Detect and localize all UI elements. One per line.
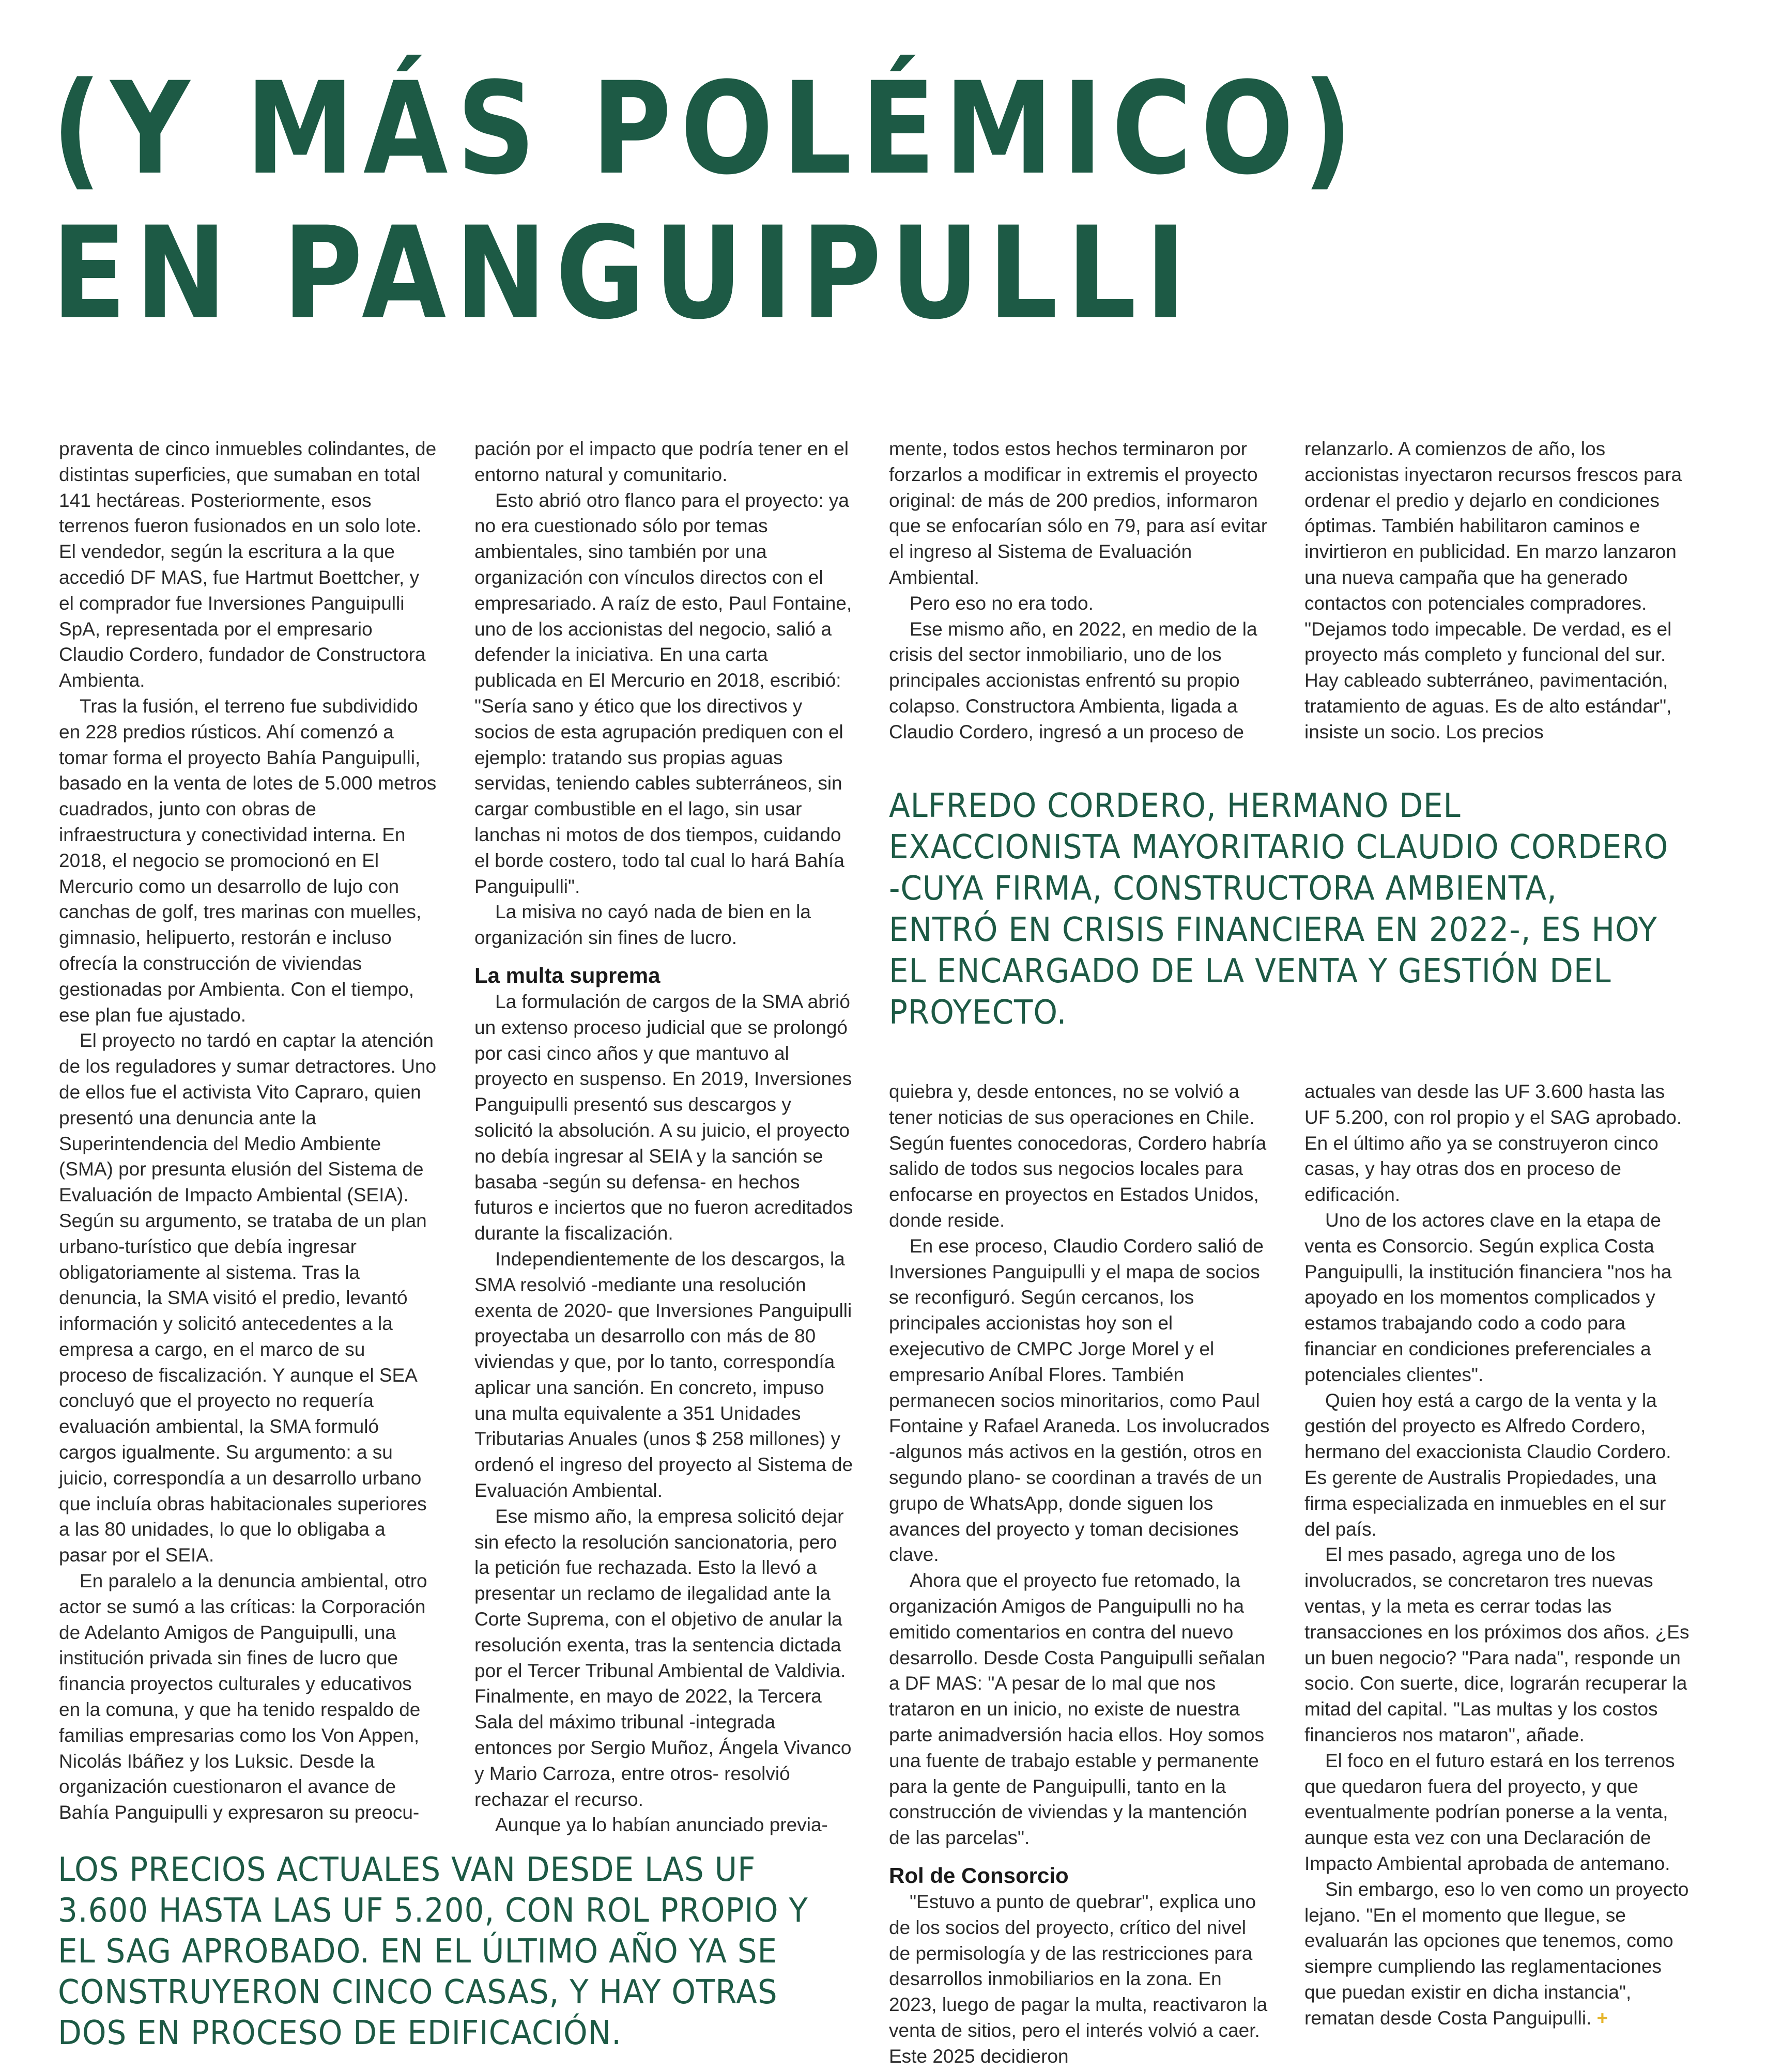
paragraph: Independientemente de los descargos, la SMA resolvió -mediante una resolución exenta de 2020- que Inversiones Panguipulli proyectaba un desarrollo con más de 80 viviendas y que, por lo tanto, correspondía aplicar una sanción. En concreto, impuso una multa equivalente a 351 Unidades Tributarias Anuales (unos $ 258 millones) y ordenó el ingreso del proyecto al Sistema de Evaluación Ambiental. — [474, 1248, 853, 1502]
headline — [52, 57, 1474, 346]
paragraph: quiebra y, desde entonces, no se volvió a tener noticias de sus operaciones en Chile. Según fuentes conocedoras, Cordero habría salido de todos sus negocios locales para enfocarse en proyectos en Estados Unidos, donde reside. — [889, 1081, 1267, 1231]
column-4-top — [1304, 436, 1691, 745]
paragraph: En paralelo a la denuncia ambiental, otro actor se sumó a las críticas: la Corporación de Adelanto Amigos de Panguipulli, una institución privada sin fines de lucro que financia proyectos culturales y educativos en la comuna, y que ha tenido respaldo de familias empresarias como los Von Appen, Nicolás Ibáñez y los Luksic. Desde la organización cuestionaron el avance de Bahía Panguipulli y expresaron su preocu- — [59, 1570, 427, 1823]
paragraph: Uno de los actores clave en la etapa de venta es Consorcio. Según explica Costa Panguipulli, la institución financiera "nos ha apoyado en los momentos complicados y estamos trabajando codo a codo para financiar en condiciones preferenciales a potenciales clientes". — [1304, 1209, 1672, 1385]
pull-quote: LOS PRECIOS ACTUALES VAN DESDE LAS UF 3.600 HASTA LAS UF 5.200, CON ROL PROPIO Y EL SAG APROBADO. EN EL ÚLTIMO AÑO YA SE CONSTRUYERON CINCO CASAS, Y HAY OTRAS DOS EN PROCESO DE EDIFICACIÓN. — [58, 1851, 808, 2052]
paragraph: "Estuvo a punto de quebrar", explica uno de los socios del proyecto, crítico del nivel de permisología y de las restricciones para desarrollos inmobiliarios en la zona. En 2023, luego de pagar la multa, reactivaron la venta de sitios, pero el interés volvió a caer. Este 2025 decidieron — [889, 1891, 1268, 2067]
section-heading: Rol de Consorcio — [889, 1863, 1069, 1888]
column-1 — [59, 436, 438, 1826]
section-heading: La multa suprema — [474, 963, 660, 987]
paragraph-text: Sin embargo, eso lo ven como un proyecto lejano. "En el momento que llegue, se evaluarán las opciones que tenemos, como siempre cumpliendo las reglamentaciones que puedan existir en dicha instancia", rematan desde Costa Panguipulli. — [1304, 1878, 1689, 2029]
paragraph: La misiva no cayó nada de bien en la organización sin fines de lucro. — [474, 901, 811, 949]
paragraph: En ese proceso, Claudio Cordero salió de Inversiones Panguipulli y el mapa de socios se reconfiguró. Según cercanos, los principales accionistas hoy son el exejecutivo de CMPC Jorge Morel y el empresario Aníbal Flores. También permanecen socios minoritarios, como Paul Fontaine y Rafael Araneda. Los involucrados -algunos más activos en la gestión, otros en segundo plano- se coordinan a través de un grupo de WhatsApp, donde siguen los avances del proyecto y toman decisiones clave. — [889, 1235, 1270, 1566]
column-2 — [474, 436, 855, 1838]
paragraph: pación por el impacto que podría tener en el entorno natural y comunitario. — [474, 438, 849, 485]
paragraph: Tras la fusión, el terreno fue subdividido en 228 predios rústicos. Ahí comenzó a tomar forma el proyecto Bahía Panguipulli, basado en la venta de lotes de 5.000 metros cuadrados, junto con obras de infraestructura y conectividad interna. En 2018, el negocio se promocionó en El Mercurio como un desarrollo de lujo con canchas de golf, tres marinas con muelles, gimnasio, helipuerto, restorán e incluso ofrecía la construcción de viviendas gestionadas por Ambienta. Con el tiempo, ese plan fue ajustado. — [59, 695, 437, 1026]
paragraph: Esto abrió otro flanco para el proyecto: ya no era cuestionado sólo por temas ambientales, sino también por una organización con vínculos directos con el empresariado. A raíz de esto, Paul Fontaine, uno de los accionistas del negocio, salió a defender la iniciativa. En una carta publicada en El Mercurio en 2018, escribió: "Sería sano y ético que los directivos y socios de esta agrupación prediquen con el ejemplo: tratando sus propias aguas servidas, teniendo cables subterráneos, sin cargar combustible en el lago, sin usar lanchas ni motos de dos tiempos, cuidando el borde costero, todo tal cual lo hará Bahía Panguipulli". — [474, 489, 852, 897]
paragraph: El proyecto no tardó en captar la atención de los reguladores y sumar detractores. Uno de ellos fue el activista Vito Capraro, quien presentó una denuncia ante la Superintendencia del Medio Ambiente (SMA) por presunta elusión del Sistema de Evaluación de Impacto Ambiental (SEIA). Según su argumento, se trataba de un plan urbano-turístico que debía ingresar obligatoriamente al sistema. Tras la denuncia, la SMA visitó el predio, levantó información y solicitó antecedentes a la empresa a cargo, en el marco de su proceso de fiscalización. Y aunque el SEA concluyó que el proyecto no requería evaluación ambiental, la SMA formuló cargos igualmente. Su argumento: a su juicio, correspondía a un desarrollo urbano que incluía obras habitacionales superiores a las 80 unidades, lo que lo obligaba a pasar por el SEIA. — [59, 1030, 437, 1566]
paragraph: Ahora que el proyecto fue retomado, la organización Amigos de Panguipulli no ha emitido comentarios en contra del nuevo desarrollo. Desde Costa Panguipulli señalan a DF MAS: "A pesar de lo mal que nos trataron en un inicio, no existe de nuestra parte animadversión hacia ellos. Hoy somos una fuente de trabajo estable y permanente para la gente de Panguipulli, tanto en la construcción de viviendas y la mantención de las parcelas". — [889, 1570, 1266, 1849]
paragraph: La formulación de cargos de la SMA abrió un extenso proceso judicial que se prolongó por casi cinco años y que mantuvo al proyecto en suspenso. En 2019, Inversiones Panguipulli presentó sus descargos y solicitó la absolución. A su juicio, el proyecto no debía ingresar al SEIA y la sanción se basaba -según su defensa- en hechos futuros e inciertos que no fueron acreditados durante la fiscalización. — [474, 991, 853, 1244]
paragraph: Pero eso no era todo. — [910, 592, 1094, 614]
column-3-bottom — [889, 1079, 1272, 2069]
headline-line-2: EN PANGUIPULLI — [52, 200, 1195, 348]
headline-line-1: (Y MÁS POLÉMICO) — [52, 55, 1362, 203]
paragraph: El mes pasado, agrega uno de los involucrados, se concretaron tres nuevas ventas, y la meta es cerrar todas las transacciones en los próximos dos años. ¿Es un buen negocio? "Para nada", responde un socio. Con suerte, dice, lograrán recuperar la mitad del capital. "Las multas y los costos financieros nos mataron", añade. — [1304, 1544, 1689, 1745]
column-4-bottom — [1304, 1079, 1691, 2031]
paragraph: relanzarlo. A comienzos de año, los accionistas inyectaron recursos frescos para ordenar el predio y dejarlo en condiciones óptimas. También habilitaron caminos e invirtieron en publicidad. En marzo lanzaron una nueva campaña que ha generado contactos con potenciales compradores. "Dejamos todo impecable. De verdad, es el proyecto más completo y funcional del sur. Hay cableado subterráneo, pavimentación, tratamiento de aguas. Es de alto estándar", insiste un socio. Los precios — [1304, 438, 1682, 743]
paragraph: actuales van desde las UF 3.600 hasta las UF 5.200, con rol propio y el SAG aprobado. En el último año ya se construyeron cinco casas, y hay otras dos en proceso de edificación. — [1304, 1081, 1682, 1205]
paragraph: mente, todos estos hechos terminaron por forzarlos a modificar in extremis el proyecto original: de más de 200 predios, informaron que se enfocarían sólo en 79, para así evitar el ingreso al Sistema de Evaluación Ambiental. — [889, 438, 1268, 588]
paragraph: Ese mismo año, la empresa solicitó dejar sin efecto la resolución sancionatoria, pero la petición fue rechazada. Esto la llevó a presentar un reclamo de ilegalidad ante la Corte Suprema, con el objetivo de anular la resolución exenta, tras la sentencia dictada por el Tercer Tribunal Ambiental de Valdivia. Finalmente, en mayo de 2022, la Tercera Sala del máximo tribunal -integrada entonces por Sergio Muñoz, Ángela Vivanco y Mario Carroza, entre otros- resolvió rechazar el recurso. — [474, 1505, 852, 1810]
paragraph: El foco en el futuro estará en los terrenos que quedaron fuera del proyecto, y que eventualmente podrían ponerse a la venta, aunque esta vez con una Declaración de Impacto Ambiental aprobada de antemano. — [1304, 1750, 1675, 1874]
paragraph: Ese mismo año, en 2022, en medio de la crisis del sector inmobiliario, uno de los principales accionistas enfrentó su propio colapso. Constructora Ambienta, ligada a Claudio Cordero, ingresó a un proceso de — [889, 618, 1257, 743]
column-3-top — [889, 436, 1272, 745]
pull-quote: ALFREDO CORDERO, HERMANO DEL EXACCIONISTA MAYORITARIO CLAUDIO CORDERO -CUYA FIRMA, CONSTRUCTORA AMBIENTA, ENTRÓ EN CRISIS FINANCIERA EN 2022-, ES HOY EL ENCARGADO DE LA VENTA Y GESTIÓN DEL PROYECTO. — [889, 787, 1669, 1032]
paragraph — [1304, 1877, 1691, 2031]
end-mark: + — [1596, 2007, 1608, 2029]
paragraph: Aunque ya lo habían anunciado previa- — [495, 1814, 828, 1836]
paragraph: praventa de cinco inmuebles colindantes, de distintas superficies, que sumaban en total 141 hectáreas. Posteriormente, esos terrenos fueron fusionados en un solo lote. El vendedor, según la escritura a la que accedió DF MAS, fue Hartmut Boettcher, y el comprador fue Inversiones Panguipulli SpA, representada por el empresario Claudio Cordero, fundador de Constructora Ambienta. — [59, 438, 437, 691]
paragraph: Quien hoy está a cargo de la venta y la gestión del proyecto es Alfredo Cordero, hermano del exaccionista Claudio Cordero. Es gerente de Australis Propiedades, una firma especializada en inmuebles en el sur del país. — [1304, 1389, 1671, 1540]
